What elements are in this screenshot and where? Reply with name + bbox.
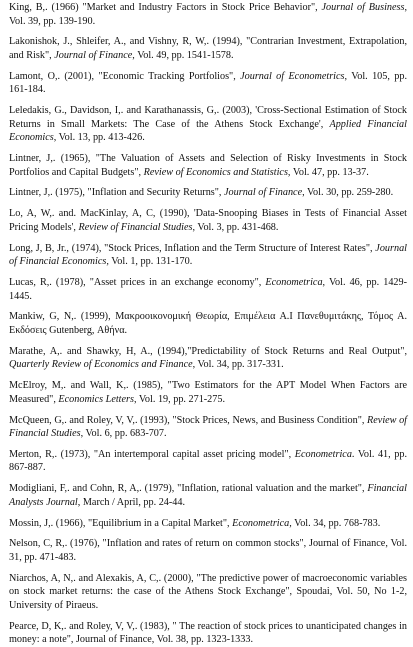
reference-entry: Mossin, J,. (1966), "Equilibrium in a Capital Market", Econometrica, Vol. 34, pp. 768-783. [9,517,381,529]
reference-entry: Lucas, R,. (1978), "Asset prices in an exchange economy", Econometrica, Vol. 46, pp. 1429-1445. [9,277,407,302]
reference-entry: McElroy, M,. and Wall, K,. (1985), "Two Estimators for the APT Model When Factors are Measured", Economics Letters, Vol. 19, pp. 271-275. [9,380,407,405]
reference-entry: Nelson, C, R,. (1976), "Inflation and rates of return on common stocks", Journal of Finance, Vol. 31, pp. 471-483. [9,538,407,563]
reference-entry: King, B,. (1966) "Market and Industry Factors in Stock Price Behavior", Journal of Business, Vol. 39, pp. 139-190. [9,2,408,27]
reference-entry: Lamont, O,. (2001), "Economic Tracking Portfolios", Journal of Econometrics, Vol. 105, pp. 161-184. [9,70,407,96]
reference-entry: Lakonishok, J., Shleifer, A., and Vishny, R, W,. (1994), "Contrarian Investment, Extrapolation, and Risk", Journal of Finance, Vol. 49, pp. 1541-1578. [9,36,407,61]
reference-entry: Pearce, D, K,. and Roley, V, V,. (1983), " The reaction of stock prices to unanticipated changes in money: a note", Journal of Finance, Vol. 38, pp. 1323-1333. [9,620,407,646]
reference-entry: Modigliani, F,. and Cohn, R, A,. (1979), "Inflation, rational valuation and the market", Financial Analysts Journal, March / April, pp. 24-44. [9,483,407,508]
reference-entry: Lintner, J,. (1975), "Inflation and Security Returns", Journal of Finance, Vol. 30, pp. 259-280. [9,187,394,199]
reference-entry: Long, J, B, Jr., (1974), "Stock Prices, Inflation and the Term Structure of Interest Rates", Journal of Financial Economics, Vol. 1, pp. 131-170. [9,242,407,268]
reference-entry: Marathe, A,. and Shawky, H, A., (1994),"Predictability of Stock Returns and Real Output", Quarterly Review of Economics and Finance, Vol. 34, pp. 317-331. [9,345,407,371]
reference-entry: Niarchos, A, N,. and Alexakis, A, C,. (2000), "The predictive power of macroeconomic variables on stock market returns: the case of the Athens Stock Exchange", Spoudai, Vol. 50, No 1-2, University of Piraeus. [9,572,407,611]
reference-entry: McQueen, G,. and Roley, V, V,. (1993), "Stock Prices, News, and Business Condition", Review of Financial Studies, Vol. 6, pp. 683-707. [9,414,407,440]
reference-entry: Merton, R,. (1973), "An intertemporal capital asset pricing model", Econometrica. Vol. 41, pp. 867-887. [9,448,407,474]
reference-entry: Mankiw, G, N,. (1999), Μακροοικονομική Θεωρία, Επιμέλεια Α.Ι Πανεθυμιτάκης, Τόμος Α. Εκδόσεις Gutenberg, Αθήνα. [9,311,407,336]
reference-entry: Lo, A, W,. and. MacKinlay, A, C, (1990), 'Data-Snooping Biases in Tests of Financial Asset Pricing Models', Review of Financial Studies, Vol. 3, pp. 431-468. [9,208,407,233]
reference-entry: Leledakis, G., Davidson, I,. and Karathanassis, G,. (2003), 'Cross-Sectional Estimation of Stock Returns in Small Markets: The Case of the Athens Stock Exchange', Applied Financial Economics, Vol. 13, pp. 413-426. [9,105,407,144]
reference-entry: Lintner, J,. (1965), "The Valuation of Assets and Selection of Risky Investments in Stock Portfolios and Capital Budgets", Review of Economics and Statistics, Vol. 47, pp. 13-37. [9,153,407,178]
